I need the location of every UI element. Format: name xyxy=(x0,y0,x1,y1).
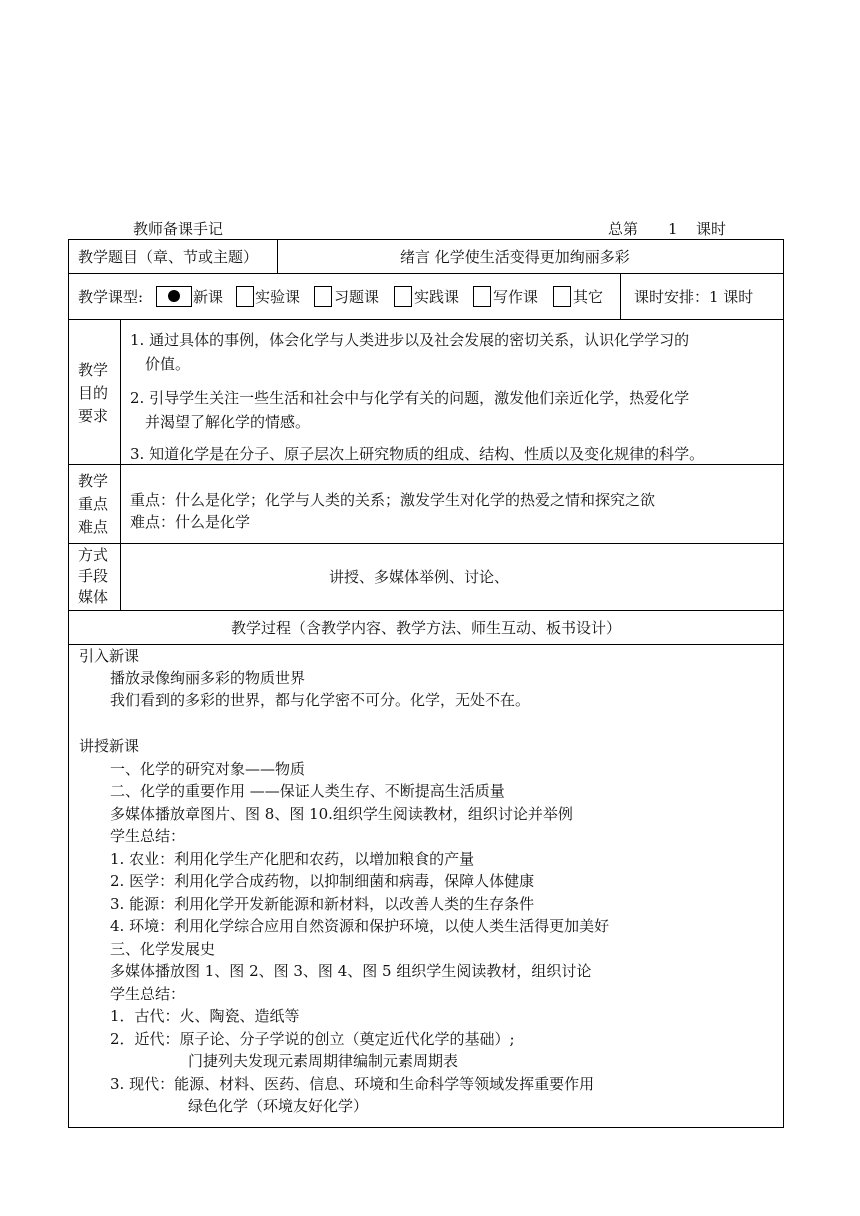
checkbox-new-lesson[interactable] xyxy=(156,286,192,307)
row-divider xyxy=(68,543,784,544)
key-focus-text: 重点：什么是化学；化学与人类的关系；激发学生对化学的热爱之情和探究之欲 xyxy=(130,491,656,509)
process-line: 2. 医学：利用化学合成药物，以抑制细菌和病毒，保障人体健康 xyxy=(110,872,535,890)
row-divider xyxy=(68,239,784,240)
lesson-suffix: 课时 xyxy=(696,220,727,238)
process-title: 教学过程（含教学内容、教学方法、师生互动、板书设计） xyxy=(230,619,621,637)
process-line: 二、化学的重要作用 ——保证人类生存、不断提高生活质量 xyxy=(110,782,505,800)
objective-line: 1. 通过具体的事例，体会化学与人类进步以及社会发展的密切关系，认识化学学习的 xyxy=(130,331,690,349)
table-bottom-border xyxy=(68,1127,784,1128)
process-line: 学生总结： xyxy=(110,827,186,845)
objective-line: 并渴望了解化学的情感。 xyxy=(145,413,311,431)
row-divider xyxy=(68,464,784,465)
checkbox-exercise-lesson[interactable] xyxy=(314,286,332,307)
process-line: 讲授新课 xyxy=(79,737,140,755)
topic-divider xyxy=(277,239,278,273)
process-line: 多媒体播放章图片、图 8、图 10.组织学生阅读教材，组织讨论并举例 xyxy=(110,805,573,823)
schedule-divider xyxy=(620,273,621,319)
row-divider xyxy=(68,644,784,645)
process-line: 我们看到的多彩的世界，都与化学密不可分。化学，无处不在。 xyxy=(110,691,531,709)
checkbox-lab-lesson[interactable] xyxy=(236,286,254,307)
methods-value: 讲授、多媒体举例、讨论、 xyxy=(329,568,510,586)
process-line: 多媒体播放图 1、图 2、图 3、图 4、图 5 组织学生阅读教材，组织讨论 xyxy=(110,962,592,980)
checkbox-practice-lesson[interactable] xyxy=(394,286,412,307)
process-line: 门捷列夫发现元素周期律编制元素周期表 xyxy=(188,1052,459,1070)
table-right-border xyxy=(783,239,784,1128)
objective-line: 2. 引导学生关注一些生活和社会中与化学有关的问题，激发他们亲近化学，热爱化学 xyxy=(130,389,690,407)
topic-label: 教学题目（章、节或主题） xyxy=(78,248,259,266)
schedule-text: 课时安排：1 课时 xyxy=(634,288,754,306)
process-line: 一、化学的研究对象——物质 xyxy=(110,760,306,778)
label-column-divider xyxy=(120,319,121,610)
option-label-new-lesson: 新课 xyxy=(193,288,224,306)
lesson-number: 1 xyxy=(668,220,678,238)
process-line: 3. 现代：能源、材料、医药、信息、环境和生命科学等领域发挥重要作用 xyxy=(110,1075,595,1093)
option-label-other-lesson: 其它 xyxy=(573,288,604,306)
process-line: 1. 农业：利用化学生产化肥和农药，以增加粮食的产量 xyxy=(110,850,475,868)
objective-line: 3. 知道化学是在分子、原子层次上研究物质的组成、结构、性质以及变化规律的科学。 xyxy=(130,445,705,463)
checkbox-writing-lesson[interactable] xyxy=(473,286,491,307)
table-left-border xyxy=(68,239,69,1128)
process-line: 1．古代：火、陶瓷、造纸等 xyxy=(110,1007,300,1025)
process-line: 4. 环境：利用化学综合应用自然资源和保护环境，以使人类生活得更加美好 xyxy=(110,917,610,935)
notebook-title: 教师备课手记 xyxy=(133,220,224,238)
option-label-lab-lesson: 实验课 xyxy=(255,288,301,306)
option-label-practice-lesson: 实践课 xyxy=(414,288,460,306)
process-line: 播放录像绚丽多彩的物质世界 xyxy=(110,669,306,687)
process-line: 学生总结： xyxy=(110,985,186,1003)
checkbox-other-lesson[interactable] xyxy=(553,286,571,307)
process-line: 引入新课 xyxy=(79,647,140,665)
row-divider xyxy=(68,319,784,320)
process-line: 三、化学发展史 xyxy=(110,940,216,958)
row-divider xyxy=(68,273,784,274)
row-divider xyxy=(68,610,784,611)
lesson-type-label: 教学课型: xyxy=(78,288,144,306)
option-label-writing-lesson: 写作课 xyxy=(493,288,539,306)
process-line: 2．近代：原子论、分子学说的创立（奠定近代化学的基础）; xyxy=(110,1030,515,1048)
process-line: 3. 能源：利用化学开发新能源和新材料，以改善人类的生存条件 xyxy=(110,895,535,913)
process-line: 绿色化学（环境友好化学） xyxy=(188,1097,369,1115)
key-difficulty-text: 难点：什么是化学 xyxy=(130,513,251,531)
topic-value: 绪言 化学使生活变得更加绚丽多彩 xyxy=(400,248,630,266)
objective-line: 价值。 xyxy=(145,355,191,373)
total-prefix: 总第 xyxy=(608,220,639,238)
checked-dot-icon xyxy=(168,290,180,302)
option-label-exercise-lesson: 习题课 xyxy=(334,288,380,306)
